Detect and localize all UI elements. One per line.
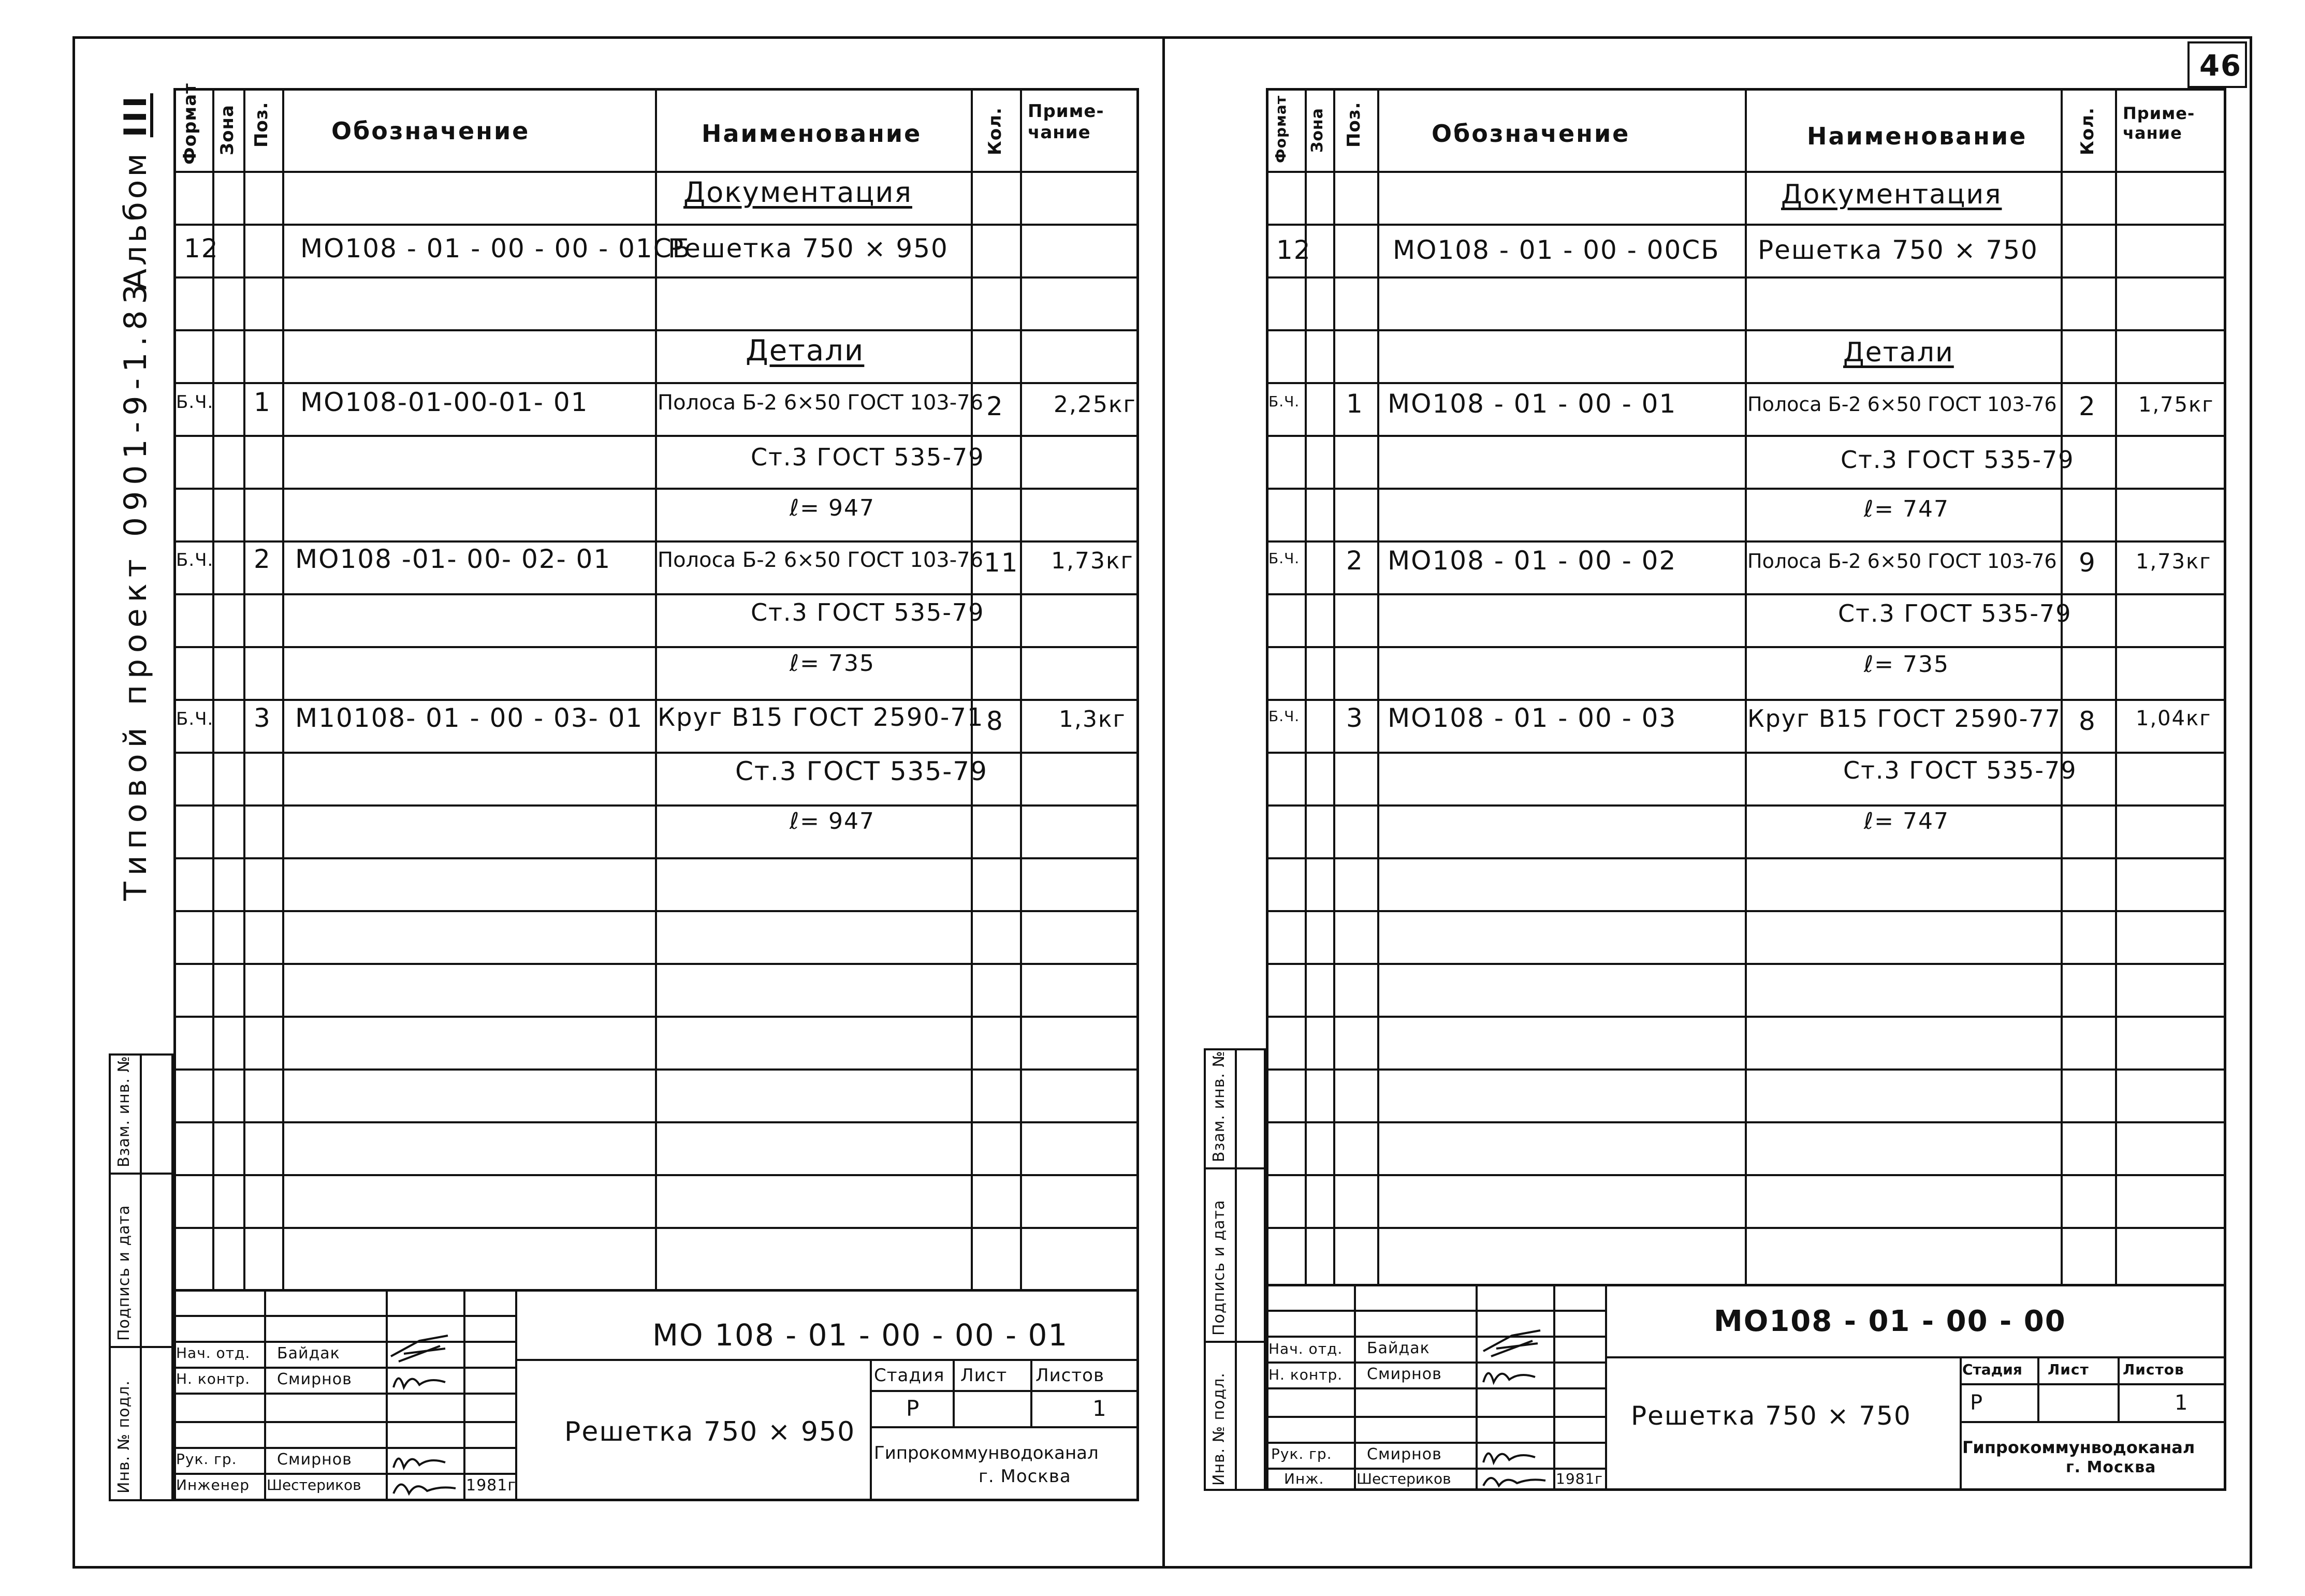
- right-part-material: Ст.3 ГОСТ 535-79: [1838, 599, 2072, 627]
- right-part-qty: 8: [2079, 706, 2096, 736]
- table-row-line: [1266, 488, 2226, 490]
- right-part-designation: МО108 - 01 - 00 - 01: [1388, 389, 1677, 419]
- right-doc-designation: МО108 - 01 - 00 - 00СБ: [1393, 235, 1720, 265]
- left-part-length: ℓ= 947: [790, 808, 876, 834]
- left-stamp-line: [173, 1393, 515, 1395]
- right-col-line: [1377, 88, 1379, 1284]
- left-part-note: 1,3кг: [1059, 706, 1126, 733]
- table-row-line: [1266, 646, 2226, 648]
- right-part-material: Ст.3 ГОСТ 535-79: [1841, 446, 2075, 474]
- right-hdr-qty: Кол.: [2077, 107, 2098, 155]
- table-row-line: [1266, 540, 2226, 543]
- left-section-parts: Детали: [746, 334, 865, 368]
- left-doc-format: 12: [184, 233, 219, 263]
- left-stamp-code: МО 108 - 01 - 00 - 00 - 01: [652, 1317, 1069, 1353]
- right-part-format: Б.Ч.: [1268, 393, 1300, 410]
- left-sheets-label: Листов: [1035, 1365, 1105, 1386]
- right-part-length: ℓ= 747: [1864, 496, 1950, 522]
- right-stamp-line: [1266, 1468, 1605, 1470]
- left-col-line: [243, 88, 245, 1289]
- left-person-name: Байдак: [277, 1344, 340, 1363]
- left-part-pos: 2: [254, 544, 271, 574]
- right-part-pos: 2: [1346, 546, 1364, 576]
- left-hdr-designation: Обозначение: [331, 117, 530, 145]
- left-hdr-name: Наименование: [702, 120, 922, 148]
- left-section-doc: Документация: [683, 176, 912, 209]
- album-number: III: [118, 93, 154, 138]
- table-row-line: [173, 699, 1139, 701]
- left-stamp-line: [386, 1289, 388, 1501]
- left-hdr-note: Приме-чание: [1028, 101, 1104, 143]
- left-person-role: Нач. отд.: [176, 1344, 251, 1361]
- right-stamp-line: [1266, 1416, 1605, 1418]
- table-row-line: [173, 224, 1139, 226]
- left-part-name: Круг В15 ГОСТ 2590-71: [658, 703, 984, 732]
- right-strip-inv: Инв. № подл.: [1210, 1372, 1228, 1486]
- right-stamp-line: [1960, 1356, 1962, 1491]
- table-row-line: [1266, 382, 2226, 384]
- right-col-line: [2115, 88, 2117, 1284]
- right-hdr-note: Приме-чание: [2123, 104, 2195, 143]
- left-stamp-line: [173, 1421, 515, 1423]
- table-row-line: [173, 963, 1139, 965]
- left-col-line: [1020, 88, 1022, 1289]
- left-signature-mark: [391, 1367, 448, 1393]
- left-side-strip-line: [109, 1173, 173, 1175]
- right-person-name: Шестериков: [1356, 1470, 1451, 1487]
- left-stamp-line: [1030, 1359, 1032, 1426]
- left-col-line: [282, 88, 284, 1289]
- table-row-line: [173, 276, 1139, 279]
- right-section-parts: Детали: [1843, 337, 1954, 368]
- left-stamp-year: 1981г: [466, 1476, 517, 1495]
- left-part-material: Ст.3 ГОСТ 535-79: [751, 443, 985, 471]
- left-city: г. Москва: [979, 1466, 1071, 1487]
- left-side-strip-line: [109, 1346, 173, 1348]
- left-part-designation: М10108- 01 - 00 - 03- 01: [295, 703, 644, 733]
- left-stamp-line: [515, 1289, 517, 1501]
- right-city: г. Москва: [2066, 1458, 2156, 1476]
- left-part-qty: 11: [984, 548, 1019, 578]
- project-label: Типовой проект 0901-9-1.83: [118, 278, 154, 901]
- left-part-length: ℓ= 735: [790, 650, 876, 677]
- table-row-line: [173, 593, 1139, 595]
- right-strip-sign: Подпись и дата: [1210, 1199, 1228, 1336]
- table-row-line: [173, 1174, 1139, 1176]
- left-part-material: Ст.3 ГОСТ 535-79: [735, 756, 988, 786]
- right-signature-mark: [1481, 1468, 1548, 1491]
- right-person-role: Нач. отд.: [1268, 1340, 1343, 1357]
- left-part-designation: МО108-01-00-01- 01: [300, 387, 589, 417]
- right-part-name: Круг В15 ГОСТ 2590-77: [1747, 705, 2061, 733]
- table-row-line: [1266, 1227, 2226, 1229]
- table-row-line: [1266, 329, 2226, 331]
- right-strip-replace: Взам. инв. №: [1210, 1050, 1228, 1162]
- left-strip-sign: Подпись и дата: [115, 1205, 133, 1341]
- table-row-line: [1266, 276, 2226, 279]
- right-stamp-line: [1266, 1387, 1605, 1389]
- table-row-line: [173, 910, 1139, 912]
- table-row-line: [173, 329, 1139, 331]
- right-part-note: 1,04кг: [2136, 707, 2212, 730]
- left-stamp-line: [173, 1447, 515, 1449]
- right-col-line: [1333, 88, 1335, 1284]
- right-signature-mark: [1481, 1325, 1543, 1361]
- right-part-pos: 3: [1346, 703, 1364, 733]
- table-row-line: [1266, 1121, 2226, 1123]
- left-stamp-line: [173, 1473, 515, 1475]
- left-part-qty: 2: [986, 391, 1004, 421]
- right-hdr-designation: Обозначение: [1432, 120, 1630, 148]
- left-col-line: [971, 88, 973, 1289]
- right-stamp-line: [1605, 1284, 1607, 1491]
- page-number: 46: [2199, 49, 2242, 83]
- left-person-name: Смирнов: [277, 1370, 352, 1388]
- left-org: Гипрокоммунводоканал: [874, 1443, 1099, 1463]
- right-hdr-format: Формат: [1272, 95, 1289, 163]
- left-hdr-format: Формат: [180, 83, 200, 165]
- left-stamp-line: [463, 1289, 465, 1501]
- right-part-qty: 2: [2079, 391, 2096, 421]
- right-hdr-zone: Зона: [1308, 108, 1326, 153]
- right-part-name: Полоса Б-2 6×50 ГОСТ 103-76: [1747, 550, 2057, 573]
- left-part-designation: МО108 -01- 00- 02- 01: [295, 544, 611, 574]
- left-part-format: Б.Ч.: [176, 550, 214, 570]
- left-part-name: Полоса Б-2 6×50 ГОСТ 103-76: [658, 548, 984, 572]
- right-part-designation: МО108 - 01 - 00 - 02: [1388, 546, 1677, 576]
- left-part-qty: 8: [986, 706, 1004, 736]
- left-person-role: Н. контр.: [176, 1370, 251, 1387]
- table-row-line: [1266, 593, 2226, 595]
- table-row-line: [173, 857, 1139, 859]
- left-stamp-line: [870, 1359, 872, 1501]
- right-sheet-label: Лист: [2048, 1361, 2089, 1378]
- table-row-line: [1266, 171, 2226, 173]
- left-stamp-line: [264, 1289, 266, 1501]
- right-person-role: Н. контр.: [1268, 1366, 1343, 1383]
- table-row-line: [1266, 1068, 2226, 1071]
- right-stamp-code: МО108 - 01 - 00 - 00: [1714, 1305, 2066, 1338]
- left-stamp-line: [173, 1315, 515, 1317]
- right-org: Гипрокоммунводоканал: [1962, 1438, 2195, 1457]
- right-signature-mark: [1481, 1361, 1538, 1387]
- table-row-line: [1266, 1016, 2226, 1018]
- table-row-line: [173, 752, 1139, 754]
- right-stamp-line: [1605, 1356, 2226, 1358]
- left-person-role: Рук. гр.: [176, 1451, 237, 1468]
- right-stamp-title: Решетка 750 × 750: [1631, 1401, 1912, 1431]
- left-stamp-line: [515, 1359, 1139, 1361]
- right-person-name: Байдак: [1367, 1339, 1430, 1357]
- right-stamp-line: [1960, 1421, 2226, 1423]
- table-row-line: [173, 646, 1139, 648]
- left-stamp-line: [870, 1426, 1139, 1428]
- right-part-length: ℓ= 747: [1864, 808, 1950, 834]
- table-row-line: [1266, 963, 2226, 965]
- left-stage: Р: [906, 1396, 921, 1421]
- table-row-line: [1266, 910, 2226, 912]
- table-row-line: [173, 382, 1139, 384]
- left-person-name: Шестериков: [267, 1476, 361, 1493]
- left-part-format: Б.Ч.: [176, 392, 214, 413]
- right-col-line: [1305, 88, 1307, 1284]
- right-person-role: Рук. гр.: [1271, 1445, 1332, 1462]
- left-col-line: [212, 88, 214, 1289]
- right-stage-label: Стадия: [1962, 1361, 2022, 1378]
- left-signature-mark: [388, 1330, 450, 1367]
- table-row-line: [173, 1121, 1139, 1123]
- right-person-name: Смирнов: [1367, 1445, 1442, 1463]
- table-row-line: [1266, 1174, 2226, 1176]
- right-stamp-year: 1981г: [1556, 1470, 1603, 1487]
- right-sheets-label: Листов: [2123, 1361, 2184, 1378]
- table-row-line: [173, 171, 1139, 173]
- left-stamp-top: [173, 1289, 1139, 1292]
- table-row-line: [173, 1016, 1139, 1018]
- left-signature-mark: [391, 1473, 458, 1499]
- left-stamp-title: Решетка 750 × 950: [564, 1416, 856, 1447]
- table-row-line: [1266, 699, 2226, 701]
- right-person-role: Инж.: [1284, 1470, 1324, 1487]
- right-stamp-line: [1266, 1361, 1605, 1364]
- table-row-line: [1266, 857, 2226, 859]
- left-stamp-line: [173, 1341, 515, 1343]
- table-row-line: [1266, 752, 2226, 754]
- left-strip-replace: Взам. инв. №: [115, 1056, 133, 1167]
- left-col-line: [655, 88, 657, 1289]
- right-col-line: [1745, 88, 1747, 1284]
- left-stamp-line: [953, 1359, 955, 1426]
- table-row-line: [173, 804, 1139, 807]
- table-row-line: [173, 1227, 1139, 1229]
- right-part-length: ℓ= 735: [1864, 651, 1950, 678]
- left-strip-inv: Инв. № подл.: [115, 1380, 133, 1493]
- left-stamp-line: [870, 1390, 1139, 1392]
- table-row-line: [173, 540, 1139, 543]
- right-part-format: Б.Ч.: [1268, 708, 1300, 725]
- table-row-line: [1266, 804, 2226, 807]
- right-person-name: Смирнов: [1367, 1365, 1442, 1383]
- right-stamp-line: [1266, 1336, 1605, 1338]
- left-part-note: 2,25кг: [1054, 391, 1136, 418]
- right-stamp-line: [1960, 1383, 2226, 1385]
- right-stamp-line: [1266, 1442, 1605, 1444]
- right-stamp-line: [2037, 1356, 2039, 1421]
- right-part-note: 1,73кг: [2136, 550, 2212, 574]
- right-stage: Р: [1970, 1391, 1984, 1415]
- left-part-material: Ст.3 ГОСТ 535-79: [751, 598, 985, 626]
- right-part-format: Б.Ч.: [1268, 550, 1300, 567]
- right-side-strip-line: [1204, 1167, 1266, 1169]
- right-part-material: Ст.3 ГОСТ 535-79: [1843, 756, 2077, 784]
- left-person-name: Смирнов: [277, 1451, 352, 1469]
- left-side-strip-line: [140, 1053, 142, 1501]
- left-sheet-label: Лист: [960, 1365, 1008, 1386]
- left-hdr-qty: Кол.: [985, 107, 1005, 155]
- right-hdr-name: Наименование: [1807, 122, 2027, 150]
- left-person-role: Инженер: [176, 1476, 250, 1493]
- left-stamp-line: [173, 1367, 515, 1369]
- left-doc-designation: МО108 - 01 - 00 - 00 - 01СБ: [300, 233, 691, 263]
- left-signature-mark: [391, 1447, 448, 1473]
- left-part-name: Полоса Б-2 6×50 ГОСТ 103-76: [658, 391, 984, 415]
- table-row-line: [1266, 224, 2226, 226]
- left-hdr-zone: Зона: [217, 105, 238, 155]
- right-stamp-top: [1266, 1284, 2226, 1286]
- table-row-line: [173, 435, 1139, 437]
- right-part-name: Полоса Б-2 6×50 ГОСТ 103-76: [1747, 393, 2057, 416]
- left-doc-name: Решетка 750 × 950: [668, 233, 949, 263]
- left-stage-label: Стадия: [874, 1365, 945, 1386]
- right-part-pos: 1: [1346, 389, 1364, 419]
- right-signature-mark: [1481, 1442, 1538, 1468]
- right-side-strip-line: [1204, 1341, 1266, 1343]
- right-part-designation: МО108 - 01 - 00 - 03: [1388, 703, 1677, 733]
- left-part-format: Б.Ч.: [176, 709, 214, 729]
- table-row-line: [173, 488, 1139, 490]
- album-label: [118, 93, 154, 290]
- left-part-length: ℓ= 947: [790, 495, 876, 521]
- left-part-pos: 1: [254, 387, 271, 417]
- right-doc-format: 12: [1276, 235, 1311, 265]
- table-row-line: [173, 1068, 1139, 1071]
- right-part-note: 1,75кг: [2138, 393, 2214, 417]
- left-part-note: 1,73кг: [1051, 548, 1134, 574]
- sheet-divider: [1162, 36, 1165, 1569]
- album-word: Альбом: [118, 150, 154, 290]
- right-doc-name: Решетка 750 × 750: [1758, 235, 2038, 265]
- right-side-strip-line: [1235, 1048, 1237, 1491]
- right-stamp-line: [2118, 1356, 2120, 1421]
- left-sheets: 1: [1092, 1396, 1107, 1421]
- right-section-doc: Документация: [1781, 179, 2002, 210]
- right-stamp-line: [1266, 1310, 1605, 1312]
- right-col-line: [2061, 88, 2063, 1284]
- table-row-line: [1266, 435, 2226, 437]
- right-hdr-pos: Поз.: [1344, 101, 1364, 148]
- left-hdr-pos: Поз.: [251, 101, 272, 148]
- right-part-qty: 9: [2079, 548, 2096, 578]
- left-part-pos: 3: [254, 703, 271, 733]
- right-sheets: 1: [2175, 1391, 2189, 1415]
